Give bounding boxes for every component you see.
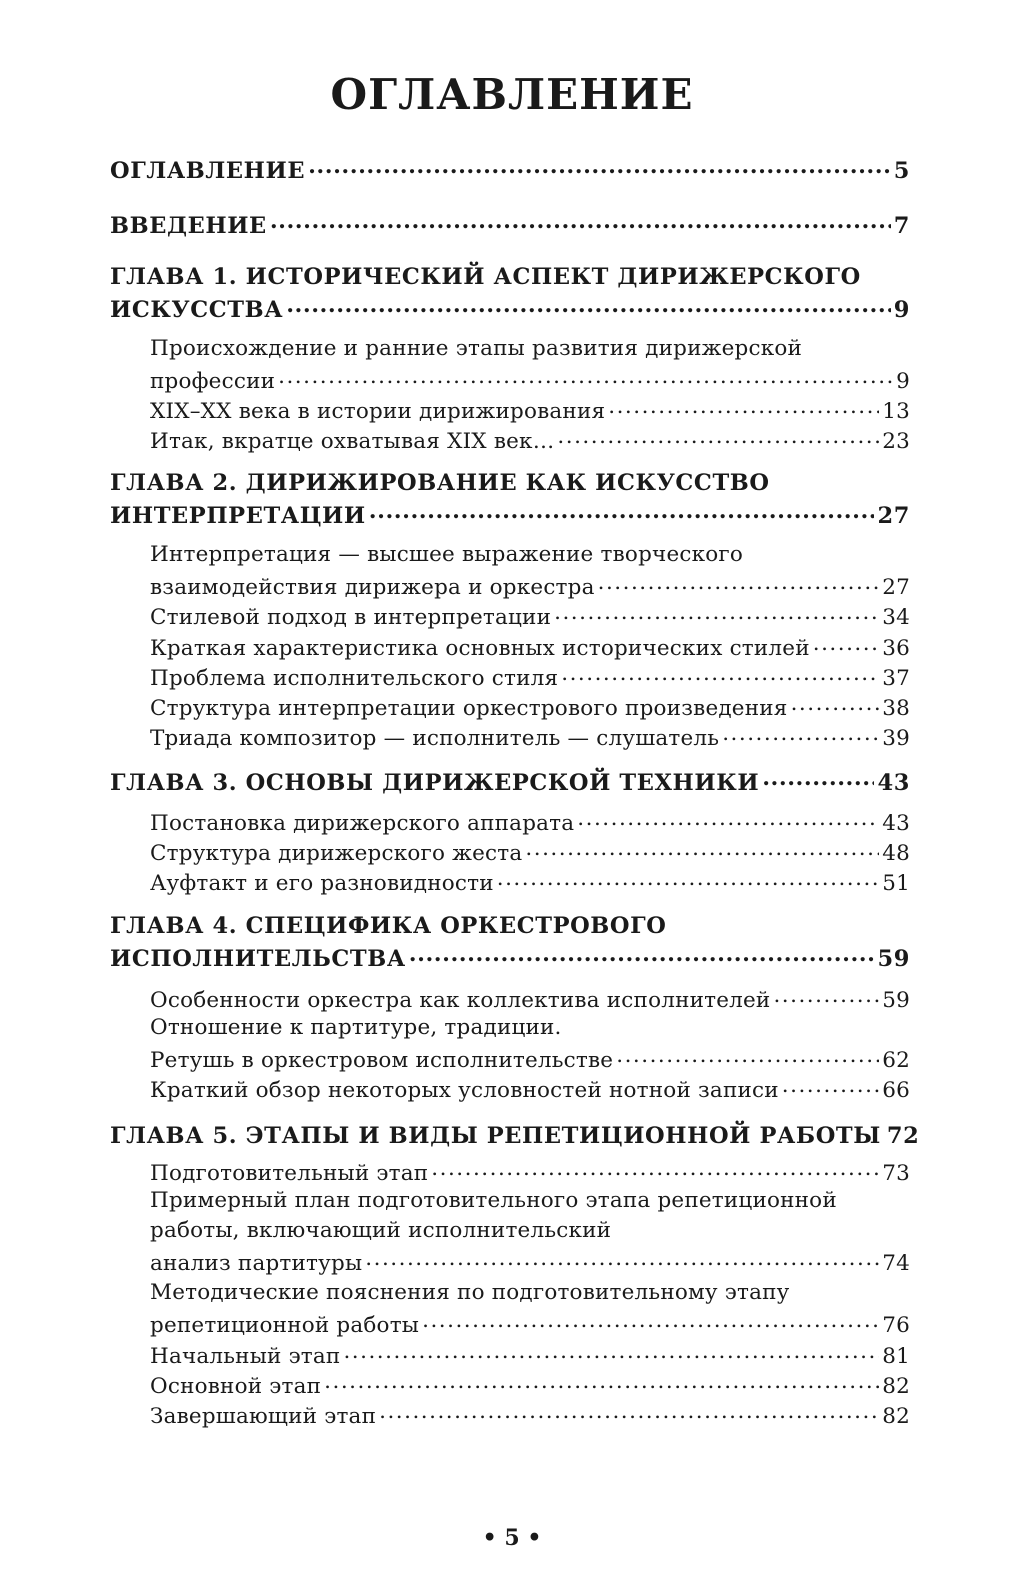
toc-entry-page: 51 bbox=[882, 870, 910, 896]
dot-leader bbox=[561, 663, 879, 685]
toc-entry[interactable] bbox=[150, 426, 910, 454]
dot-leader bbox=[782, 1075, 879, 1097]
toc-entry-page: 72 bbox=[886, 1122, 920, 1149]
toc-entry-title: Основной этап bbox=[150, 1373, 322, 1399]
toc-entry-page: 9 bbox=[893, 296, 910, 323]
toc-entry[interactable] bbox=[150, 838, 910, 866]
toc-entry-page: 82 bbox=[882, 1373, 910, 1399]
toc-entry-title-line: Интерпретация — высшее выражение творческого bbox=[150, 542, 743, 567]
toc-entry-title: Стилевой подход в интерпретации bbox=[150, 604, 552, 630]
dot-leader bbox=[791, 693, 880, 715]
toc-entry-title-line: работы, включающий исполнительский bbox=[150, 1218, 612, 1243]
toc-entry-title: ВВЕДЕНИЕ bbox=[110, 212, 267, 239]
toc-entry-page: 5 bbox=[893, 157, 910, 184]
dot-leader bbox=[813, 633, 879, 655]
toc-entry-page: 43 bbox=[877, 769, 910, 796]
toc-entry[interactable] bbox=[150, 1075, 910, 1103]
toc-entry-page: 9 bbox=[896, 368, 910, 394]
toc-entry-title-line: Отношение к партитуре, традиции. bbox=[150, 1015, 562, 1040]
toc-entry[interactable] bbox=[150, 633, 910, 661]
toc-entry[interactable] bbox=[110, 767, 910, 796]
toc-entry-title: взаимодействия дирижера и оркестра bbox=[150, 574, 595, 600]
toc-entry-page: 23 bbox=[882, 428, 910, 454]
toc-entry-page: 59 bbox=[882, 987, 910, 1013]
page-number: • 5 • bbox=[482, 1525, 542, 1551]
toc-entry-page: 34 bbox=[882, 604, 910, 630]
toc-entry-title-line: ГЛАВА 1. ИСТОРИЧЕСКИЙ АСПЕКТ ДИРИЖЕРСКОГО bbox=[110, 264, 861, 290]
toc-entry-title-line: Методические пояснения по подготовительному этапу bbox=[150, 1280, 790, 1305]
toc-entry-page: 76 bbox=[882, 1312, 910, 1338]
dot-leader bbox=[343, 1341, 879, 1363]
dot-leader bbox=[409, 943, 875, 966]
toc-entry-title: ИНТЕРПРЕТАЦИИ bbox=[110, 502, 366, 529]
toc-entry-page: 36 bbox=[882, 635, 910, 661]
dot-leader bbox=[422, 1310, 879, 1332]
dot-leader bbox=[773, 985, 879, 1007]
dot-leader bbox=[270, 210, 891, 233]
dot-leader bbox=[369, 500, 875, 523]
toc-entry[interactable] bbox=[150, 663, 910, 691]
toc-entry[interactable] bbox=[150, 808, 910, 836]
dot-leader bbox=[308, 155, 891, 178]
toc-entry-title: профессии bbox=[150, 368, 276, 394]
toc-entry-title: ГЛАВА 5. ЭТАПЫ И ВИДЫ РЕПЕТИЦИОННОЙ РАБОТЫ bbox=[110, 1122, 881, 1149]
toc-entry[interactable] bbox=[150, 366, 910, 394]
toc-entry-title: Постановка дирижерского аппарата bbox=[150, 810, 575, 836]
toc-entry-page: 7 bbox=[893, 212, 910, 239]
dot-leader bbox=[598, 572, 880, 594]
toc-entry[interactable] bbox=[110, 500, 910, 529]
toc-entry-title: Завершающий этап bbox=[150, 1403, 377, 1429]
toc-entry-page: 27 bbox=[882, 574, 910, 600]
toc-entry-title: Структура дирижерского жеста bbox=[150, 840, 523, 866]
dot-leader bbox=[577, 808, 879, 830]
toc-entry-title: анализ партитуры bbox=[150, 1250, 363, 1276]
toc-entry-title: Ауфтакт и его разновидности bbox=[150, 870, 494, 896]
toc-entry-page: 74 bbox=[882, 1250, 910, 1276]
toc-entry-title-line: Происхождение и ранние этапы развития дирижерской bbox=[150, 336, 803, 361]
toc-entry-title: репетиционной работы bbox=[150, 1312, 420, 1338]
toc-entry[interactable] bbox=[150, 1341, 910, 1369]
toc-entry[interactable] bbox=[110, 294, 910, 323]
toc-entry-title: ОГЛАВЛЕНИЕ bbox=[110, 157, 306, 184]
toc-entry-page: 73 bbox=[882, 1160, 910, 1186]
toc-entry-title: ИСКУССТВА bbox=[110, 296, 284, 323]
dot-leader bbox=[616, 1045, 879, 1067]
toc-entry-page: 81 bbox=[882, 1343, 910, 1369]
toc-entry-page: 37 bbox=[882, 665, 910, 691]
toc-entry-page: 66 bbox=[882, 1077, 910, 1103]
toc-entry[interactable] bbox=[150, 1045, 910, 1073]
dot-leader bbox=[554, 602, 879, 624]
toc-entry-title: Триада композитор — исполнитель — слушатель bbox=[150, 725, 720, 751]
toc-entry[interactable] bbox=[110, 210, 910, 239]
dot-leader bbox=[324, 1371, 879, 1393]
toc-entry[interactable] bbox=[150, 1371, 910, 1399]
dot-leader bbox=[497, 868, 879, 890]
toc-entry-title: Подготовительный этап bbox=[150, 1160, 429, 1186]
toc-entry-page: 13 bbox=[882, 398, 910, 424]
toc-entry-title: Особенности оркестра как коллектива исполнителей bbox=[150, 987, 771, 1013]
dot-leader bbox=[278, 366, 893, 388]
dot-leader bbox=[379, 1401, 879, 1423]
toc-entry[interactable] bbox=[150, 396, 910, 424]
toc-entry-title-line: Примерный план подготовительного этапа репетиционной bbox=[150, 1188, 837, 1213]
page-title: ОГЛАВЛЕНИЕ bbox=[330, 70, 694, 119]
dot-leader bbox=[722, 723, 879, 745]
toc-entry[interactable] bbox=[150, 1401, 910, 1429]
toc-entry-page: 48 bbox=[882, 840, 910, 866]
toc-entry-page: 38 bbox=[882, 695, 910, 721]
toc-entry-title-line: ГЛАВА 4. СПЕЦИФИКА ОРКЕСТРОВОГО bbox=[110, 913, 667, 939]
dot-leader bbox=[608, 396, 879, 418]
dot-leader bbox=[365, 1248, 879, 1270]
toc-entry[interactable] bbox=[150, 572, 910, 600]
toc-entry-title: Краткая характеристика основных исторических стилей bbox=[150, 635, 810, 661]
toc-entry[interactable] bbox=[150, 1158, 910, 1186]
toc-entry[interactable] bbox=[150, 602, 910, 630]
toc-entry[interactable] bbox=[150, 723, 910, 751]
toc-entry-title: Проблема исполнительского стиля bbox=[150, 665, 559, 691]
toc-entry[interactable] bbox=[110, 1120, 920, 1149]
dot-leader bbox=[525, 838, 879, 860]
toc-entry-page: 39 bbox=[882, 725, 910, 751]
toc-entry-title: Начальный этап bbox=[150, 1343, 341, 1369]
toc-entry-page: 62 bbox=[882, 1047, 910, 1073]
toc-entry[interactable] bbox=[150, 985, 910, 1013]
toc-entry-title: Структура интерпретации оркестрового произведения bbox=[150, 695, 788, 721]
toc-entry-page: 82 bbox=[882, 1403, 910, 1429]
toc-entry[interactable] bbox=[110, 155, 910, 184]
toc-entry[interactable] bbox=[150, 1310, 910, 1338]
dot-leader bbox=[762, 767, 874, 790]
toc-entry[interactable] bbox=[110, 943, 910, 972]
dot-leader bbox=[286, 294, 891, 317]
toc-entry[interactable] bbox=[150, 1248, 910, 1276]
dot-leader bbox=[431, 1158, 879, 1180]
toc-entry-page: 27 bbox=[877, 502, 910, 529]
toc-entry[interactable] bbox=[150, 693, 910, 721]
toc-entry-title: ГЛАВА 3. ОСНОВЫ ДИРИЖЕРСКОЙ ТЕХНИКИ bbox=[110, 769, 760, 796]
toc-entry-title: Краткий обзор некоторых условностей нотной записи bbox=[150, 1077, 779, 1103]
toc-entry[interactable] bbox=[150, 868, 910, 896]
toc-entry-page: 43 bbox=[882, 810, 910, 836]
toc-entry-title-line: ГЛАВА 2. ДИРИЖИРОВАНИЕ КАК ИСКУССТВО bbox=[110, 470, 770, 496]
toc-entry-title: XIX–XX века в истории дирижирования bbox=[150, 398, 606, 424]
toc-entry-title: Итак, вкратце охватывая XIX век… bbox=[150, 428, 555, 454]
toc-entry-page: 59 bbox=[877, 945, 910, 972]
dot-leader bbox=[557, 426, 879, 448]
toc-entry-title: ИСПОЛНИТЕЛЬСТВА bbox=[110, 945, 406, 972]
toc-entry-title: Ретушь в оркестровом исполнительстве bbox=[150, 1047, 614, 1073]
